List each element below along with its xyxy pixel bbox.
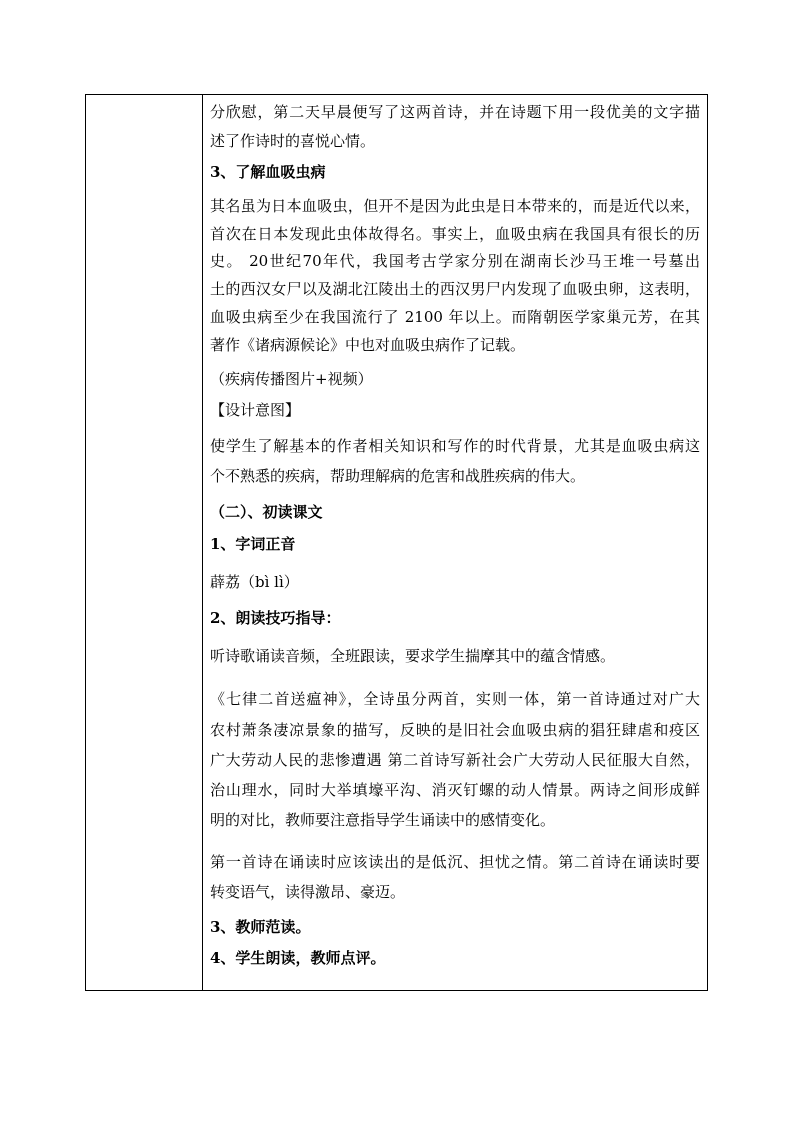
schisto-line-6: 著作《诸病源候论》中也对血吸虫病作了记载。 (210, 336, 526, 354)
part2-heading: （二）、初读课文 (210, 503, 323, 521)
column-divider (202, 95, 203, 990)
schisto-line-1: 其名虽为日本血吸虫，但开不是因为此虫是日本带来的，而是近代以来， (210, 197, 700, 215)
step1-heading: 1、字词正音 (210, 535, 296, 553)
analysis-line-4: 治山理水，同时大举填壕平沟、消灭钉螺的动人情景。两诗之间形成鲜 (210, 781, 700, 799)
content-column-cell (210, 95, 704, 990)
schisto-line-3: 史。 20世纪70年代，我国考古学家分别在湖南长沙马王堆一号墓出 (210, 252, 700, 270)
left-column-cell (86, 95, 202, 990)
schisto-line-2: 首次在日本发现此虫体故得名。事实上，血吸虫病在我国具有很长的历 (210, 225, 700, 243)
analysis-line-3: 广大劳动人民的悲惨遭遇 第二首诗写新社会广大劳动人民征服大自然， (210, 751, 700, 769)
design-intent-heading: 【设计意图】 (210, 401, 301, 419)
tone-line-1: 第一首诗在诵读时应该读出的是低沉、担忧之情。第二首诗在诵读时要 (210, 853, 700, 871)
step3-heading: 3、教师范读。 (210, 918, 311, 936)
intro-line-1: 分欣慰，第二天早晨便写了这两首诗，并在诗题下用一段优美的文字描 (210, 103, 700, 121)
tone-line-2: 转变语气，读得激昂、豪迈。 (210, 883, 406, 901)
step2-heading: 2、朗读技巧指导： (210, 609, 341, 627)
schisto-line-5: 血吸虫病至少在我国流行了 2100 年以上。而隋朝医学家巢元芳，在其 (210, 308, 700, 326)
section3-heading: 3、了解血吸虫病 (210, 163, 326, 181)
step4-heading: 4、学生朗读，教师点评。 (210, 949, 386, 967)
analysis-line-5: 明的对比，教师要注意指导学生诵读中的感情变化。 (210, 811, 556, 829)
analysis-line-2: 农村萧条凄凉景象的描写，反映的是旧社会血吸虫病的猖狂肆虐和疫区 (210, 721, 700, 739)
pronunciation-text: 薜荔（bì lì） (210, 573, 299, 591)
analysis-line-1: 《七律二首送瘟神》，全诗虽分两首，实则一体，第一首诗通过对广大 (210, 690, 700, 708)
lesson-table (85, 94, 708, 991)
design-intent-line-1: 使学生了解基本的作者相关知识和写作的时代背景，尤其是血吸虫病这 (210, 437, 700, 455)
schisto-line-4: 土的西汉女尸以及湖北江陵出土的西汉男尸内发现了血吸虫卵，这表明， (210, 280, 700, 298)
design-intent-line-2: 个不熟悉的疾病，帮助理解病的危害和战胜疾病的伟大。 (210, 467, 586, 485)
intro-line-2: 述了作诗时的喜悦心情。 (210, 132, 376, 150)
media-note: （疾病传播图片+视频） (210, 370, 373, 388)
listening-text: 听诗歌诵读音频，全班跟读，要求学生揣摩其中的蕴含情感。 (210, 647, 616, 665)
